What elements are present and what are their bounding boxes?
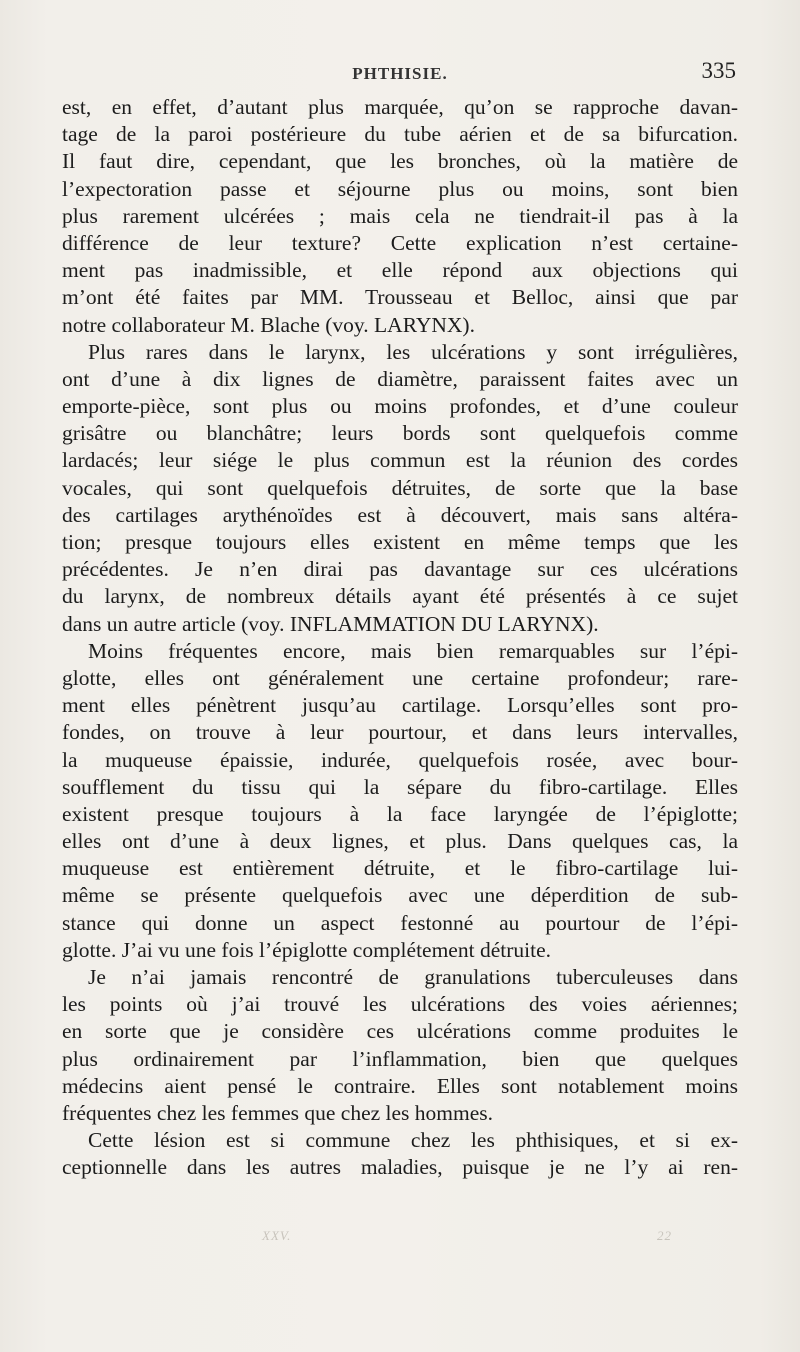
text-line: Moins fréquentes encore, mais bien remarquables sur l’épi- xyxy=(88,638,738,663)
text-line: tage de la paroi postérieure du tube aérien et de sa bifurcation. xyxy=(62,122,738,147)
page-footer xyxy=(112,1228,712,1248)
text-line: existent presque toujours à la face laryngée de l’épiglotte; xyxy=(62,801,738,826)
text-line: dans un autre article (voy. INFLAMMATION DU LARYNX). xyxy=(62,611,599,636)
text-line: en sorte que je considère ces ulcérations comme produites le xyxy=(62,1019,738,1044)
text-line: muqueuse est entièrement détruite, et le fibro-cartilage lui- xyxy=(62,856,738,881)
text-line: des cartilages arythénoïdes est à découvert, mais sans altéra- xyxy=(62,502,738,527)
text-line: ont d’une à dix lignes de diamètre, paraissent faites avec un xyxy=(62,366,738,391)
text-line: notre collaborateur M. Blache (voy. LARYNX). xyxy=(62,312,475,337)
text-line: du larynx, de nombreux détails ayant été présentés à ce sujet xyxy=(62,584,738,609)
text-line: ment pas inadmissible, et elle répond aux objections qui xyxy=(62,258,738,283)
text-line: plus ordinairement par l’inflammation, bien que quelques xyxy=(62,1046,738,1071)
text-line: elles ont d’une à deux lignes, et plus. Dans quelques cas, la xyxy=(62,829,738,854)
text-line: l’expectoration passe et séjourne plus ou moins, sont bien xyxy=(62,176,738,201)
text-line: même se présente quelquefois avec une déperdition de sub- xyxy=(62,883,738,908)
text-line: différence de leur texture? Cette explication n’est certaine- xyxy=(62,230,738,255)
text-line: est, en effet, d’autant plus marquée, qu’on se rapproche davan- xyxy=(62,95,738,119)
text-line: fréquentes chez les femmes que chez les hommes. xyxy=(62,1100,494,1125)
signature-mark: 22 xyxy=(657,1228,672,1243)
text-line: Je n’ai jamais rencontré de granulations tuberculeuses dans xyxy=(88,965,738,989)
text-line: précédentes. Je n’en dirai pas davantage sur ces ulcérations xyxy=(62,557,738,582)
text-line: glotte, elles ont généralement une certaine profondeur; rare- xyxy=(62,665,738,690)
text-line: la muqueuse épaissie, indurée, quelquefois rosée, avec bour- xyxy=(62,747,738,772)
page-number: 335 xyxy=(701,58,736,83)
text-line: soufflement du tissu qui la sépare du fibro-cartilage. Elles xyxy=(62,774,738,799)
text-line: fondes, on trouve à leur pourtour, et dans leurs intervalles, xyxy=(62,720,738,745)
text-line: tion; presque toujours elles existent en même temps que les xyxy=(62,530,738,554)
running-head: PHTHISIE. xyxy=(352,64,448,83)
text-line: Cette lésion est si commune chez les phthisiques, et si ex- xyxy=(88,1128,738,1153)
text-line: médecins aient pensé le contraire. Elles sont notablement moins xyxy=(62,1073,738,1098)
body-text xyxy=(62,94,738,1182)
text-line: emporte-pièce, sont plus ou moins profondes, et d’une couleur xyxy=(62,394,738,419)
text-line: m’ont été faites par MM. Trousseau et Belloc, ainsi que par xyxy=(62,285,738,310)
volume-mark: XXV. xyxy=(262,1228,292,1243)
text-line: plus rarement ulcérées ; mais cela ne tiendrait-il pas à la xyxy=(62,203,738,228)
text-line: vocales, qui sont quelquefois détruites, de sorte que la base xyxy=(62,475,738,500)
text-line: ceptionnelle dans les autres maladies, puisque je ne l’y ai ren- xyxy=(62,1155,738,1180)
text-line: stance qui donne un aspect festonné au pourtour de l’épi- xyxy=(62,910,738,935)
text-line: ment elles pénètrent jusqu’au cartilage. Lorsqu’elles sont pro- xyxy=(62,693,738,718)
text-line: les points où j’ai trouvé les ulcérations des voies aériennes; xyxy=(62,992,738,1017)
text-line: Plus rares dans le larynx, les ulcérations y sont irrégulières, xyxy=(88,339,738,364)
text-line: Il faut dire, cependant, que les bronches, où la matière de xyxy=(62,149,738,174)
text-line: grisâtre ou blanchâtre; leurs bords sont quelquefois comme xyxy=(62,421,738,446)
text-line: glotte. J’ai vu une fois l’épiglotte complétement détruite. xyxy=(62,937,551,962)
page-header xyxy=(62,58,738,92)
text-line: lardacés; leur siége le plus commun est la réunion des cordes xyxy=(62,448,738,473)
